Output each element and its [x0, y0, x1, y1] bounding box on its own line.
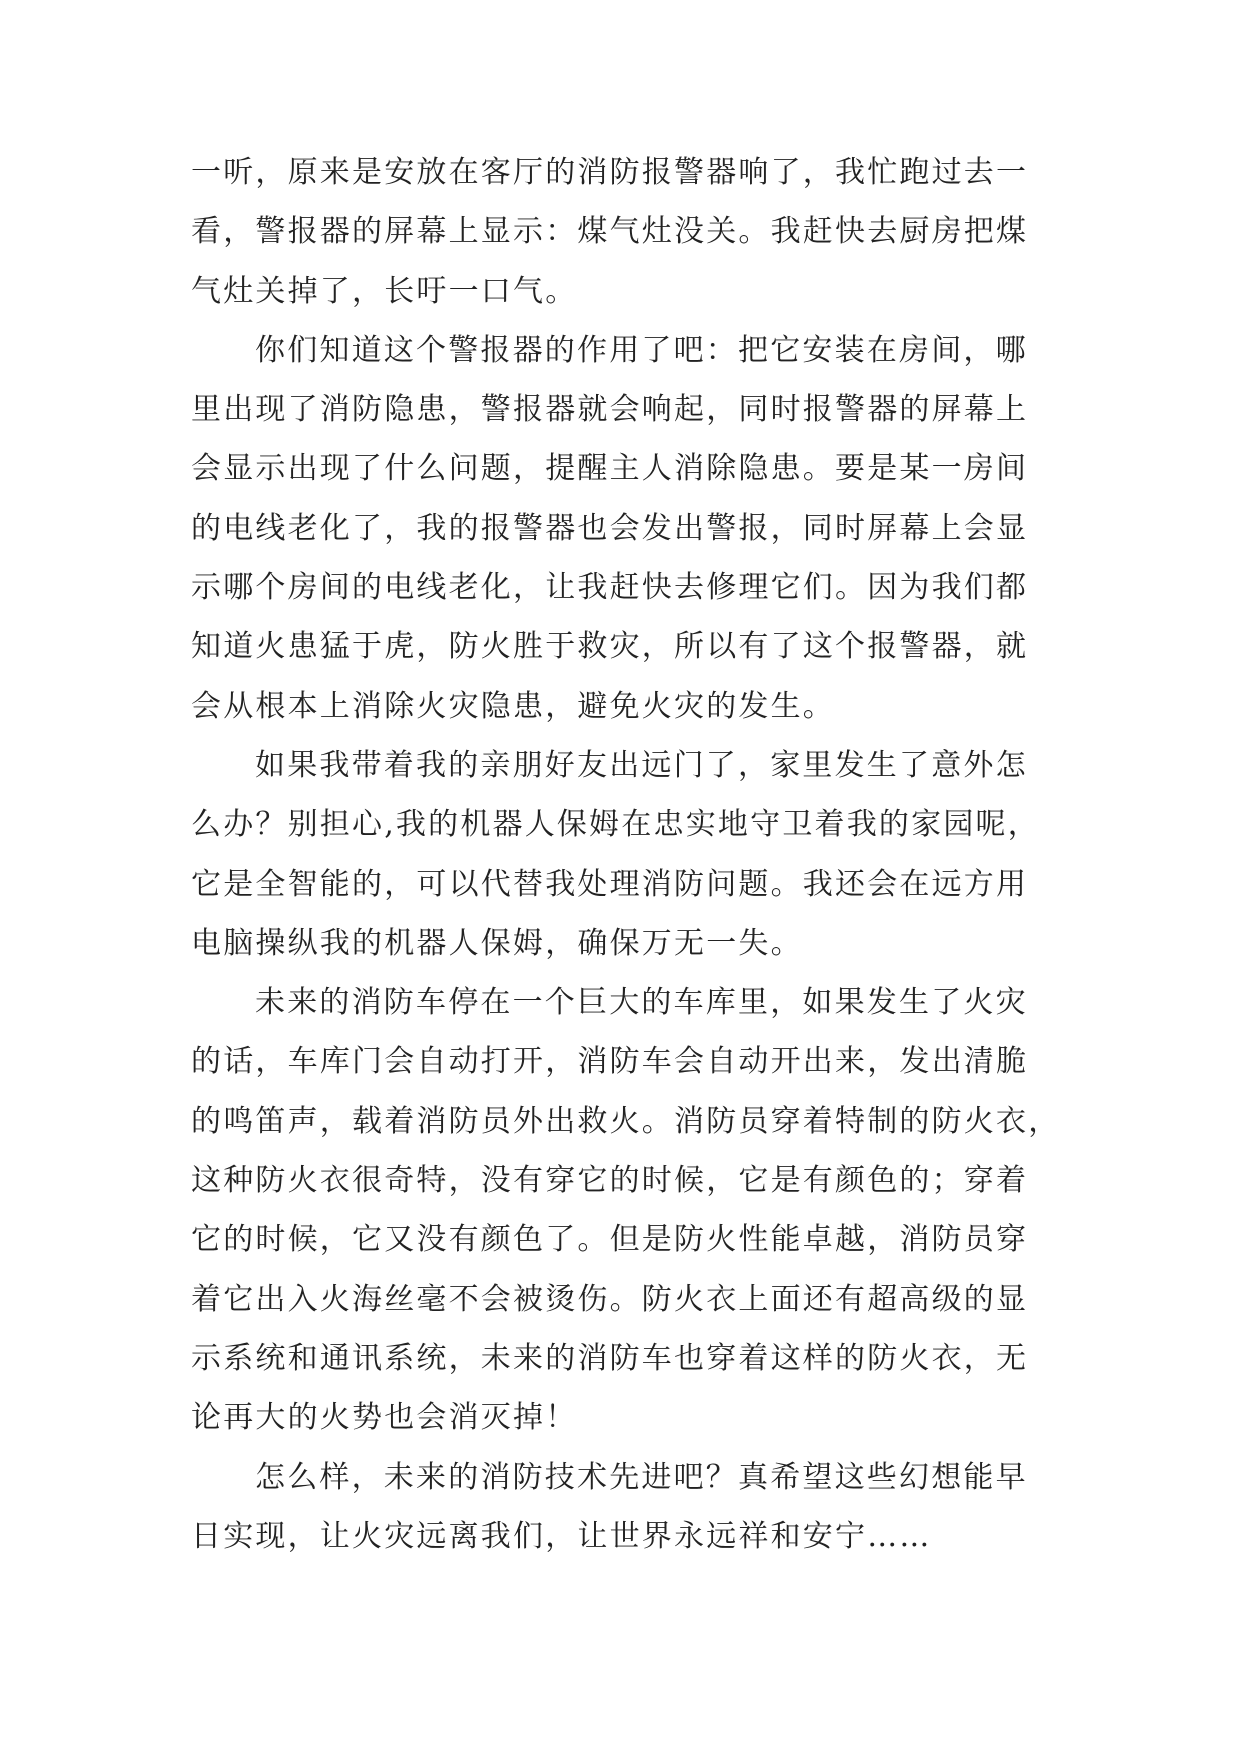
text-line: 论再大的火势也会消灭掉！ [191, 1400, 578, 1436]
text-line: 里出现了消防隐患，警报器就会响起，同时报警器的屏幕上 [191, 392, 1029, 428]
text-line: 气灶关掉了，长吁一口气。 [191, 273, 578, 309]
body-text [191, 143, 1061, 1566]
text-line: 会显示出现了什么问题，提醒主人消除隐患。要是某一房间 [191, 451, 1029, 487]
text-line: 的话，车库门会自动打开，消防车会自动开出来，发出清脆 [191, 1044, 1029, 1080]
text-line: 的电线老化了，我的报警器也会发出警报，同时屏幕上会显 [191, 510, 1029, 546]
text-line: 会从根本上消除火灾隐患，避免火灾的发生。 [191, 688, 835, 724]
paragraph [191, 973, 1061, 1447]
text-line: 看，警报器的屏幕上显示：煤气灶没关。我赶快去厨房把煤 [191, 214, 1029, 250]
text-line: 你们知道这个警报器的作用了吧：把它安装在房间，哪 [255, 332, 1028, 368]
paragraph [191, 1448, 1051, 1567]
text-line: 示系统和通讯系统，未来的消防车也穿着这样的防火衣，无 [191, 1340, 1029, 1376]
text-line: 电脑操纵我的机器人保姆，确保万无一失。 [191, 925, 803, 961]
text-line: 它的时候，它又没有颜色了。但是防火性能卓越，消防员穿 [191, 1222, 1029, 1258]
text-line: 它是全智能的，可以代替我处理消防问题。我还会在远方用 [191, 866, 1029, 902]
paragraph [191, 143, 1051, 321]
text-line: 这种防火衣很奇特，没有穿它的时候，它是有颜色的；穿着 [191, 1163, 1029, 1199]
paragraph [191, 736, 1051, 973]
text-line: 示哪个房间的电线老化，让我赶快去修理它们。因为我们都 [191, 570, 1029, 606]
paragraph [191, 321, 1051, 736]
text-line: 日实现，让火灾远离我们，让世界永远祥和安宁…… [191, 1518, 932, 1554]
text-line: 的鸣笛声，载着消防员外出救火。消防员穿着特制的防火衣， [191, 1103, 1061, 1139]
text-line: 怎么样，未来的消防技术先进吧？真希望这些幻想能早 [255, 1459, 1028, 1495]
text-line: 未来的消防车停在一个巨大的车库里，如果发生了火灾 [255, 985, 1028, 1021]
text-line: 一听，原来是安放在客厅的消防报警器响了，我忙跑过去一 [191, 155, 1029, 190]
text-line: 着它出入火海丝毫不会被烫伤。防火衣上面还有超高级的显 [191, 1281, 1029, 1317]
text-line: 如果我带着我的亲朋好友出远门了，家里发生了意外怎 [255, 747, 1028, 783]
text-line: 知道火患猛于虎，防火胜于救灾，所以有了这个报警器，就 [191, 629, 1029, 665]
text-line: 么办？别担心,我的机器人保姆在忠实地守卫着我的家园呢， [191, 807, 1040, 843]
